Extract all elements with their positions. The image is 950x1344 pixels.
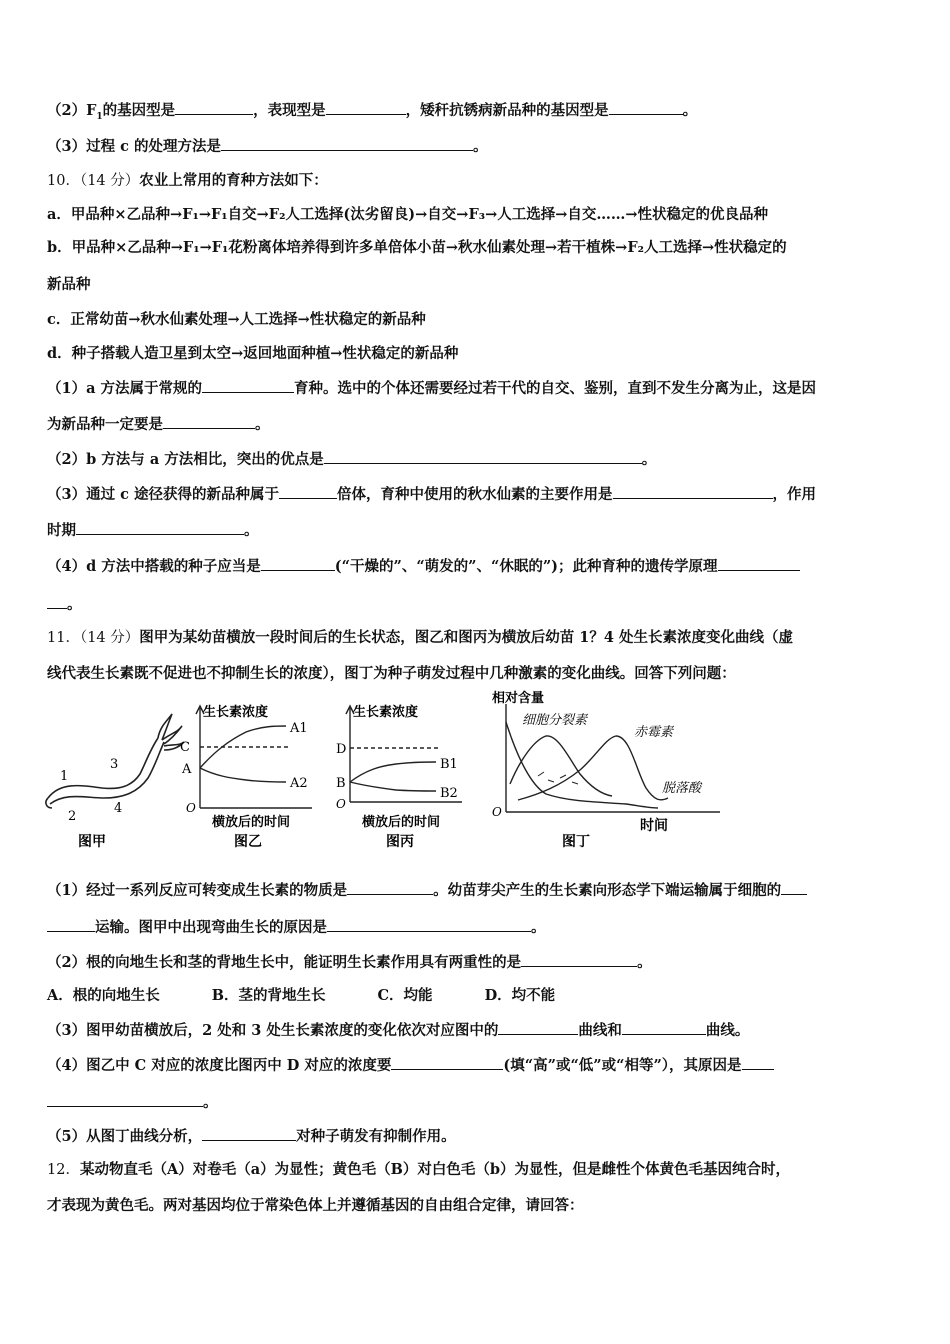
q11-part1-cont: 运输。图甲中出现弯曲生长的原因是 。 (47, 917, 910, 938)
answer-blank[interactable] (391, 1055, 503, 1070)
q12-heading-cont: 才表现为黄色毛。两对基因均位于常染色体上并遵循基因的自由组合定律，请回答： (47, 1197, 584, 1214)
yi-caption: 图乙 (234, 834, 262, 850)
q11-part2: （2）根的向地生长和茎的背地生长中，能证明生长素作用具有两重性的是 。 (47, 954, 652, 971)
answer-blank[interactable] (327, 917, 531, 932)
q11-part3: （3）图甲幼苗横放后，2 处和 3 处生长素浓度的变化依次对应图中的 曲线和 曲线。 (47, 1022, 750, 1039)
q11-part4: （4）图乙中 C 对应的浓度比图丙中 D 对应的浓度要 (填“高”或“低”或“相等”），其原因是 (47, 1055, 910, 1076)
bing-curve-B2 (350, 782, 436, 791)
answer-blank[interactable] (347, 880, 433, 895)
fig-jia-label-1: 1 (60, 769, 69, 784)
answer-blank[interactable] (175, 100, 253, 115)
q10-part2: （2）b 方法与 a 方法相比，突出的优点是 。 (47, 451, 657, 468)
option-c[interactable]: C．均能 (377, 987, 433, 1004)
q11-heading: 11．（14 分）图甲为某幼苗横放一段时间后的生长状态，图乙和图丙为横放后幼苗 1？4 处生长素浓度变化曲线（虚 (47, 629, 794, 646)
answer-blank[interactable] (742, 1055, 774, 1070)
q11-part1: （1）经过一系列反应可转变成生长素的物质是 。幼苗芽尖产生的生长素向形态学下端运输属于细胞的 (47, 880, 910, 901)
answer-blank[interactable] (47, 1092, 203, 1107)
fig-jia-label-3: 3 (110, 757, 119, 772)
answer-blank[interactable] (324, 449, 642, 464)
q11-figures (40, 690, 740, 860)
yi-label-A1: A1 (290, 721, 308, 736)
answer-blank[interactable] (221, 136, 473, 151)
answer-blank[interactable] (47, 917, 95, 932)
fig-jia-label-4: 4 (114, 801, 123, 816)
q10-method-b: b．甲品种×乙品种→F₁→F₁花粉离体培养得到许多单倍体小苗→秋水仙素处理→若干植株→F₂人工选择→性状稳定的 (47, 239, 787, 256)
answer-blank[interactable] (613, 484, 773, 499)
q10-part4: （4）d 方法中搭载的种子应当是 (“干燥的”、“萌发的”、“休眠的”)；此种育种的遗传学原理 (47, 556, 910, 577)
yi-label-C: C (180, 740, 190, 755)
ding-label-abscisic-acid: 脱落酸 (662, 781, 702, 796)
answer-blank[interactable] (498, 1020, 578, 1035)
ding-small-dashes (538, 772, 578, 784)
q11-part4-cont: 。 (47, 1092, 910, 1113)
ding-caption: 图丁 (562, 834, 590, 850)
bing-origin: O (336, 797, 346, 811)
answer-blank[interactable] (326, 100, 406, 115)
q11-part5: （5）从图丁曲线分析， 对种子萌发有抑制作用。 (47, 1128, 456, 1145)
answer-blank[interactable] (163, 414, 255, 429)
bing-label-B: B (336, 776, 346, 791)
answer-blank[interactable] (279, 484, 337, 499)
answer-blank[interactable] (521, 952, 637, 967)
q12-heading: 12．某动物直毛（A）对卷毛（a）为显性；黄色毛（B）对白色毛（b）为显性，但是雌性个体黄色毛基因纯合时， (47, 1161, 790, 1178)
leaf-icon (158, 714, 172, 740)
q9-part2: $(2)F_1$的基因型是 ，表现型是 ，矮秆抗锈病新品种的基因型是 。 (47, 102, 698, 122)
fig-jia-label-2: 2 (68, 809, 77, 824)
q10-method-a: a．甲品种×乙品种→F₁→F₁自交→F₂人工选择(汰劣留良)→自交→F₃→人工选择→自交……→性状稳定的优良品种 (47, 206, 769, 223)
q10-part3: （3）通过 c 途径获得的新品种属于 倍体，育种中使用的秋水仙素的主要作用是 ，作用 (47, 486, 817, 503)
option-a[interactable]: A．根的向地生长 (47, 987, 160, 1004)
q9-part3: （3）过程 c 的处理方法是 。 (47, 138, 488, 155)
answer-blank[interactable] (718, 556, 800, 571)
q10-method-d: d．种子搭载人造卫星到太空→返回地面种植→性状稳定的新品种 (47, 345, 459, 362)
q10-heading: 10．（14 分）农业上常用的育种方法如下： (47, 172, 328, 189)
answer-blank[interactable] (261, 556, 335, 571)
ding-curve-cytokinin (510, 736, 612, 796)
yi-curve-A2 (200, 768, 286, 782)
q11-heading-cont: 线代表生长素既不促进也不抑制生长的浓度），图丁为种子萌发过程中几种激素的变化曲线。回答下列问题： (47, 665, 736, 682)
yi-ylabel: 生长素浓度 (203, 705, 269, 720)
answer-blank[interactable] (609, 100, 683, 115)
yi-label-A: A (182, 762, 192, 777)
ding-xlabel: 时间 (640, 818, 668, 834)
answer-blank[interactable] (47, 594, 67, 609)
seedling-stem (48, 738, 158, 798)
leaf-icon (162, 726, 182, 744)
option-b[interactable]: B．茎的背地生长 (211, 987, 326, 1004)
bing-ylabel: 生长素浓度 (353, 705, 419, 720)
q10-method-c: c．正常幼苗→秋水仙素处理→人工选择→性状稳定的新品种 (47, 311, 426, 328)
ding-origin: O (492, 805, 502, 819)
answer-blank[interactable] (622, 1020, 706, 1035)
q11-options (47, 986, 910, 1006)
bing-caption: 图丙 (386, 834, 414, 850)
bing-label-B1: B1 (440, 757, 458, 772)
answer-blank[interactable] (76, 520, 244, 535)
bing-label-B2: B2 (440, 786, 458, 801)
answer-blank[interactable] (781, 880, 807, 895)
yi-origin: O (186, 801, 196, 815)
answer-blank[interactable] (202, 1126, 296, 1141)
q10-part3-cont: 时期 。 (47, 522, 259, 539)
answer-blank[interactable] (202, 378, 294, 393)
q10-part4-cont: 。 (47, 594, 910, 615)
ding-label-cytokinin: 细胞分裂素 (522, 713, 588, 728)
yi-label-A2: A2 (290, 776, 308, 791)
fig-jia-caption: 图甲 (78, 834, 106, 850)
q10-method-b-cont: 新品种 (47, 276, 91, 293)
ding-label-gibberellin: 赤霉素 (634, 725, 674, 740)
ding-ylabel: 相对含量 (492, 691, 545, 706)
q10-part1-cont: 为新品种一定要是 。 (47, 416, 270, 433)
bing-curve-B1 (350, 762, 436, 782)
q10-part1: （1）a 方法属于常规的 育种。选中的个体还需要经过若干代的自交、鉴别，直到不发生分离为止，这是因 (47, 380, 817, 397)
option-d[interactable]: D．均不能 (484, 987, 556, 1004)
bing-label-D: D (336, 742, 347, 757)
yi-xlabel: 横放后的时间 (212, 815, 291, 830)
bing-xlabel: 横放后的时间 (362, 815, 441, 830)
